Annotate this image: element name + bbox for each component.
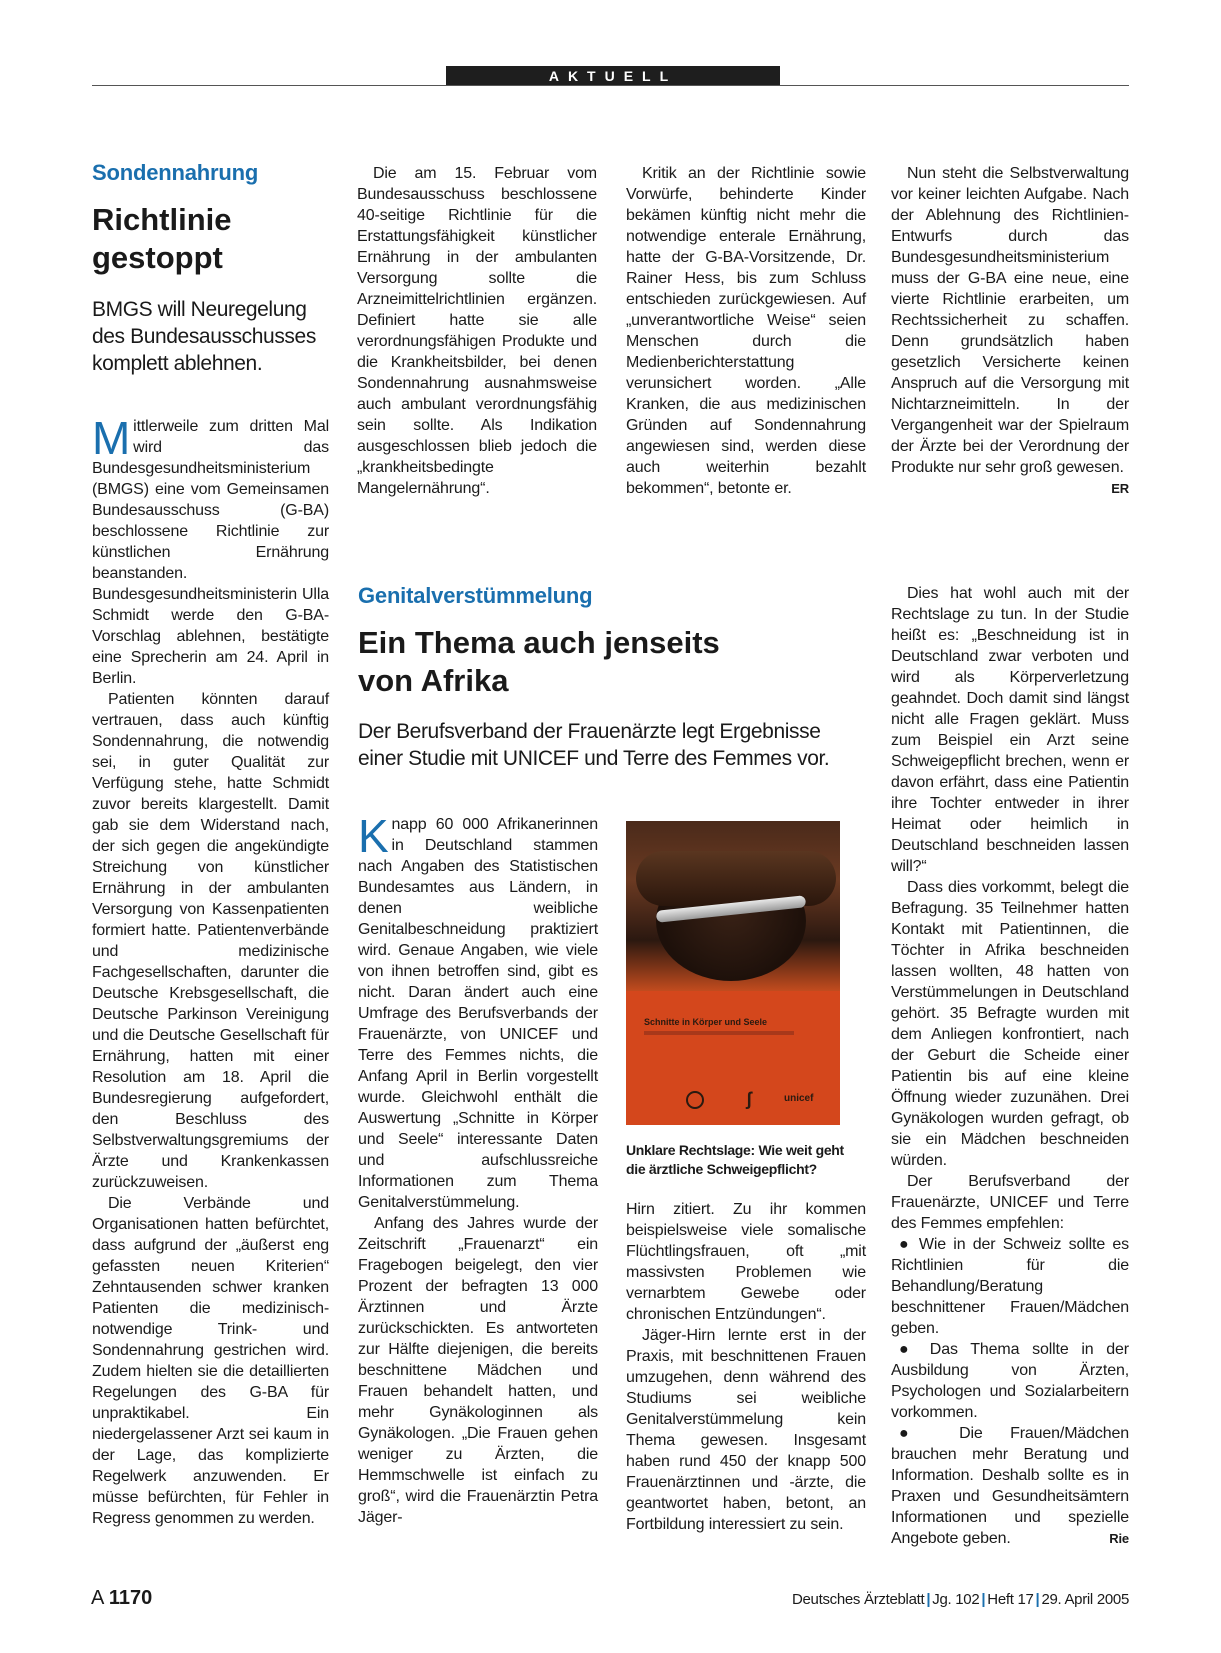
article2-lead — [358, 718, 858, 772]
photo-caption: Unklare Rechtslage: Wie weit geht die ärztliche Schweigepflicht? — [626, 1142, 844, 1177]
article2-title-line2: von Afrika — [358, 663, 509, 698]
journal-issue: Heft 17 — [987, 1591, 1034, 1608]
article2-paragraph2: Anfang des Jahres wurde der Zeitschrift „Frauenarzt“ ein Fragebogen beigelegt, den vier Prozent der befragten 13 000 Ärztinnen und Ärzte zurückschickten. Es antworteten zur Hälfte diejenigen, die bereits beschnittene Mädchen und Frauen behandelt hatten, und mehr Gynäkologinnen als Gynäkologen. „Die Frauen gehen weniger zu Ärzten, die Hemmschwelle ist einfach zu groß“, wird die Frauenärztin Petra Jäger- — [358, 1215, 598, 1526]
article1-title-line1: Richtlinie — [92, 202, 232, 237]
page-number — [91, 1587, 152, 1610]
article2-kicker: Genitalverstümmelung — [358, 583, 593, 608]
article2-dropcap: K — [358, 810, 389, 862]
article2-lead-line1: Der Berufsverband der Frauenärzte legt Ergebnisse — [358, 720, 821, 743]
article2-title-line1: Ein Thema auch jenseits — [358, 625, 720, 660]
article1-lead: BMGS will Neuregelung des Bundesausschusses komplett ablehnen. — [92, 298, 316, 375]
book-cover-photo — [626, 821, 840, 1125]
article1-col3-text: Kritik an der Richtlinie sowie Vorwürfe, behinderte Kinder bekämen künftig nicht mehr die notwendige enterale Ernährung, hatte der G-BA-Vorsitzende, Dr. Rainer Hess, bis zum Schluss entschieden zurückgewiesen. Auf „unverantwortliche Weise“ seien Menschen durch die Medienberichterstattung verunsichert worden. „Alle Kranken, die aus medizinischen Gründen auf Sondennahrung angewiesen sind, werden diese auch weiterhin bezahlt bekommen“, betonte er. — [626, 165, 866, 497]
journal-name: Deutsches Ärzteblatt — [791, 1591, 925, 1608]
article1-col4-text: Nun steht die Selbstverwaltung vor keiner leichten Aufgabe. Nach der Ablehnung des Richtlinien-Entwurfs durch das Bundesgesundheitsministerium muss der G-BA eine neue, eine vierte Richtlinie erarbeiten, um Rechtssicherheit zu schaffen. Denn grundsätzlich haben gesetzlich Versicherte keinen Anspruch auf die Versorgung mit Nichtarzneimitteln. In der Vergangenheit war der Spielraum der Ärzte bei der Verordnung der Produkte nur sehr groß gewesen. — [891, 165, 1129, 476]
article1-column4 — [891, 163, 1129, 499]
article1-kicker: Sondennahrung — [92, 160, 259, 185]
article1-column1 — [92, 412, 329, 1529]
article2-col4-para2: Dass dies vorkommt, belegt die Befragung. 35 Teilnehmer hatten Kontakt mit Patientinnen, die Töchter in Afrika beschneiden lassen wollten, 48 hatten von Verstümmelungen in Deutschland gehört. 35 Befragte wurden mit dem Anliegen konfrontiert, nach der Geburt die Scheide einer Patientin bis auf eine kleine Öffnung wieder zuzunähen. Drei Gynäkologen wurden gefragt, ob sie ein Mädchen beschneiden würden. — [891, 879, 1129, 1169]
article1-dropcap: M — [92, 412, 131, 464]
article2-column1 — [358, 810, 598, 1528]
article1-column3 — [626, 163, 866, 499]
article1-paragraph3: Die Verbände und Organisationen hatten befürchtet, dass aufgrund der „äußerst eng gefassten neuen Kriterien“ Zehntausenden schwer kranken Patienten die medizinisch-notwendige Trink- und Sondennahrung gestrichen wird. Zudem hielten sie die detaillierten Regelungen des G-BA für unpraktikabel. Ein niedergelassener Arzt sei kaum in der Lage, das komplizierte Regelwerk anzuwenden. Er müsse befürchten, für Fehler in Regress genommen zu werden. — [92, 1195, 329, 1527]
page-prefix: A — [91, 1587, 104, 1609]
recommendation-1: ● Wie in der Schweiz sollte es Richtlinien für die Behandlung/Beratung beschnittener Frauen/Mädchen geben. — [891, 1236, 1129, 1337]
article1-paragraph1: ittlerweile zum dritten Mal wird das Bundesgesundheitsministerium (BMGS) eine vom Gemeinsamen Bundesausschuss (G-BA) beschlossene Richtlinie zur künstlichen Ernährung beanstanden. Bundesgesundheitsministerin Ulla Schmidt werde den G-BA-Vorschlag ablehnen, bestätigte eine Sprecherin am 24. April in Berlin. — [92, 418, 329, 687]
article1-paragraph2: Patienten könnten darauf vertrauen, dass auch künftig Sondennahrung, die notwendig sei, in guter Qualität zur Verfügung stehe, hatte Schmidt zuvor bereits klargestellt. Damit gab sie dem Widerstand nach, der sich gegen die angekündigte Streichung von künstlicher Ernährung in der ambulanten Versorgung von Kassenpatienten formiert hatte. Patientenverbände und medizinische Fachgesellschaften, darunter die Deutsche Krebsgesellschaft, die Deutsche Parkinson Vereinigung und die Deutsche Gesellschaft für Ernährung, hatten mit einer Resolution am 18. April die Bundesregierung aufgefordert, den Beschluss des Selbstverwaltungsgremiums der Ärzte und Krankenkassen zurückzuweisen. — [92, 691, 329, 1191]
article1-column2 — [357, 163, 597, 499]
unicef-logo: unicef — [784, 1093, 814, 1104]
recommendation-3: ● Die Frauen/Mädchen brauchen mehr Beratung und Information. Deshalb sollte es in Praxen und Gesundheitsämtern Informationen und spezielle Angebote geben. — [891, 1425, 1129, 1547]
article1-title — [92, 201, 232, 277]
cover-logo-circle — [686, 1091, 704, 1109]
article2-col4-para1: Dies hat wohl auch mit der Rechtslage zu tun. In der Studie heißt es: „Beschneidung ist in Deutschland zwar verboten und wird als Körperverletzung geahndet. Doch damit sind längst nicht alle Fragen geklärt. Muss zum Beispiel ein Arzt seine Schweigepflicht brechen, wenn er davon erfährt, dass eine Patientin ihre Tochter entweder in ihrer Heimat oder heimlich in Deutschland beschneiden lassen will?“ — [891, 585, 1129, 875]
book-cover-title: Schnitte in Körper und Seele — [644, 1017, 768, 1027]
journal-volume: Jg. 102 — [932, 1591, 980, 1608]
journal-date: 29. April 2005 — [1041, 1591, 1129, 1608]
article2-lead-line2: einer Studie mit UNICEF und Terre des Femmes vor. — [358, 747, 830, 770]
article2-col3-para1: Hirn zitiert. Zu ihr kommen beispielsweise viele somalische Flüchtlingsfrauen, oft „mit massivsten Problemen wie vernarbtem Gewebe oder chronischen Entzündungen“. — [626, 1201, 866, 1323]
recommendation-2: ● Das Thema sollte in der Ausbildung von Ärzten, Psychologen und Sozialarbeitern vorkommen. — [891, 1341, 1129, 1421]
article2-signature: Rie — [1109, 1531, 1129, 1546]
page-number-value: 1170 — [108, 1587, 153, 1609]
article2-title — [358, 624, 720, 700]
section-header: AKTUELL — [446, 66, 780, 86]
article1-col2-text: Die am 15. Februar vom Bundesausschuss beschlossene 40-seitige Richtlinie für die Erstattungsfähigkeit künstlicher Ernährung in der ambulanten Versorgung sollte die Arzneimittelrichtlinien ergänzen. Definiert hatte sie alle verordnungsfähigen Produkte und die Krankheitsbilder, bei denen Sondennahrung ausnahmsweise auch ambulant verordnungsfähig sein sollte. Als Indikation ausgeschlossen blieb jedoch die „krankheitsbedingte Mangelernährung“. — [357, 165, 597, 497]
book-cover — [626, 991, 840, 1125]
article2-column3 — [626, 1199, 866, 1535]
article1-signature: ER — [1111, 481, 1129, 496]
article2-column4 — [891, 583, 1129, 1549]
hand-image — [636, 851, 836, 906]
journal-footer: Deutsches Ärzteblatt | Jg. 102 | Heft 17 | 29. April 2005 — [791, 1591, 1129, 1608]
cover-logo-mark: ʃ — [746, 1089, 752, 1109]
article2-col4-para3: Der Berufsverband der Frauenärzte, UNICEF und Terre des Femmes empfehlen: — [891, 1173, 1129, 1232]
article1-title-line2: gestoppt — [92, 240, 223, 275]
article2-paragraph1: napp 60 000 Afrikanerinnen in Deutschland stammen nach Angaben des Statistischen Bundesamtes aus Ländern, in denen weibliche Genitalbeschneidung praktiziert wird. Genaue Angaben, wie viele von ihnen betroffen sind, gibt es nicht. Daran ändert auch eine Umfrage des Berufsverbands der Frauenärzte, von UNICEF und Terre des Femmes nichts, die Anfang April in Berlin vorgestellt wurde. Gleichwohl enthält die Auswertung „Schnitte in Körper und Seele“ interessante Daten und aufschlussreiche Informationen zum Thema Genitalverstümmelung. — [358, 816, 598, 1211]
header-rule — [92, 85, 1129, 86]
article2-col3-para2: Jäger-Hirn lernte erst in der Praxis, mit beschnittenen Frauen umzugehen, denn während des Studiums sei weibliche Genitalverstümmelung kein Thema gewesen. Insgesamt haben rund 450 der knapp 500 Frauenärztinnen und -ärzte, die geantwortet haben, betont, an Fortbildung interessiert zu sein. — [626, 1327, 866, 1533]
